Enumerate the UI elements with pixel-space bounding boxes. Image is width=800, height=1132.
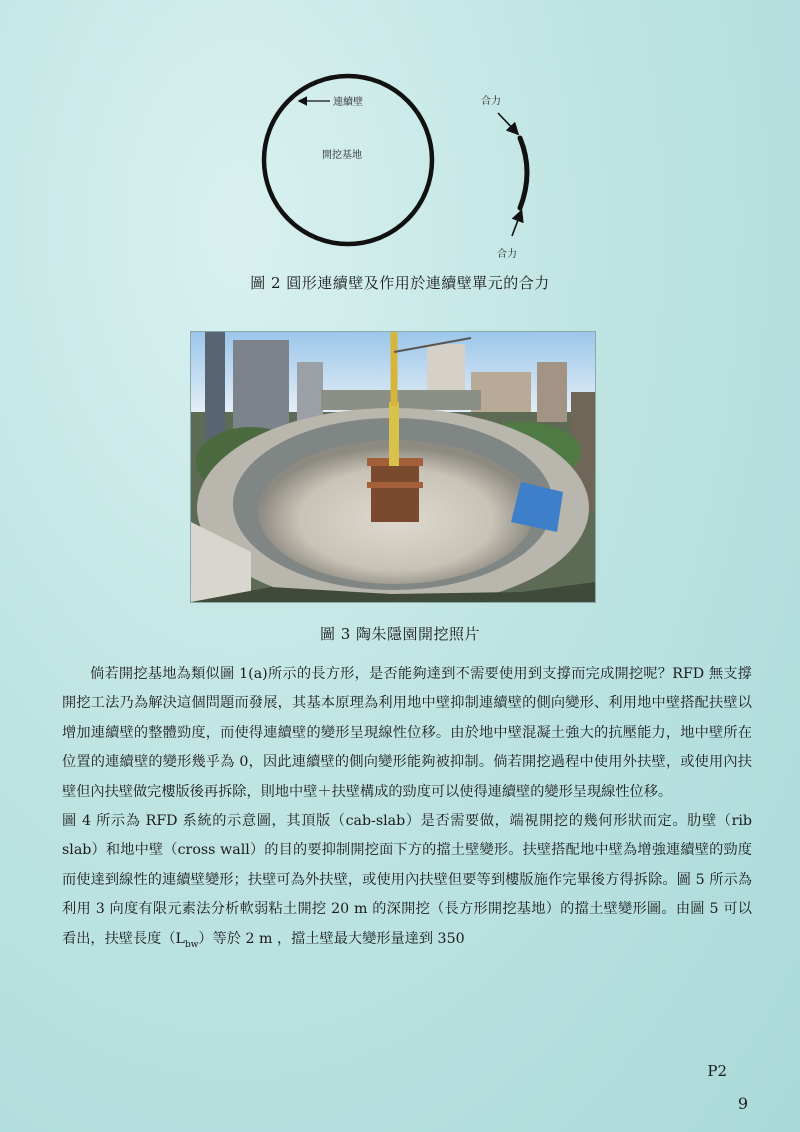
force-label-bottom: 合力 bbox=[497, 249, 517, 260]
wall-label: 連續壁 bbox=[333, 97, 363, 108]
figure-3-caption: 圖 3 陶朱隱園開挖照片 bbox=[319, 625, 481, 643]
excavation-photo bbox=[190, 331, 596, 603]
page-marker: P2 bbox=[707, 1062, 727, 1080]
paragraph-2 bbox=[62, 807, 752, 960]
buttress-length-subscript: bw bbox=[184, 939, 199, 950]
page-number: 9 bbox=[737, 1094, 748, 1113]
force-label-top: 合力 bbox=[481, 96, 501, 107]
force-arrow-top bbox=[498, 113, 517, 133]
site-label: 開挖基地 bbox=[322, 150, 362, 161]
paragraph-2-tail: ）等於 2 m ，擋土壁最大變形量達到 350 bbox=[198, 930, 465, 947]
paragraph-1: 倘若開挖基地為類似圖 1(a)所示的長方形，是否能夠達到不需要使用到支撐而完成開挖呢？RFD 無支撐開挖工法乃為解決這個問題而發展，其基本原理為利用地中壁抑制連續壁的側向變形、利用地中壁搭配扶壁以增加連續壁的整體勁度，而使得連續壁的變形呈現線性位移。由於地中壁混凝土強大的抗壓能力，地中壁所在位置的連續壁的變形幾乎為 0，因此連續壁的側向變形能夠被抑制。倘若開挖過程中使用外扶壁，或使用內扶壁但內扶壁做完樓版後再拆除，則地中壁＋扶壁構成的勁度可以使得連續壁的變形呈現線性位移。 bbox=[62, 666, 752, 800]
figure-2-caption: 圖 2 圓形連續壁及作用於連續壁單元的合力 bbox=[250, 274, 550, 292]
force-arrow-bottom bbox=[512, 212, 521, 236]
body-text bbox=[62, 660, 752, 960]
paragraph-2-text: 圖 4 所示為 RFD 系統的示意圖，其頂版（cab-slab）是否需要做，端視開挖的幾何形狀而定。肋壁（rib slab）和地中壁（cross wall）的目的要抑制開挖面下方的擋土壁變形。扶壁搭配地中壁為增強連續壁的勁度而使達到線性的連續壁變形；扶壁可為外扶壁，或使用內扶壁但要等到樓版施作完畢後方得拆除。圖 5 所示為利用 3 向度有限元素法分析軟弱粘土開挖 20 m 的深開挖（長方形開挖基地）的擋土壁變形圖。由圖 5 可以看出，扶壁長度（ bbox=[62, 813, 752, 947]
buttress-length-symbol: L bbox=[175, 930, 185, 947]
figure-2-diagram bbox=[0, 0, 800, 300]
wall-segment bbox=[520, 138, 527, 208]
